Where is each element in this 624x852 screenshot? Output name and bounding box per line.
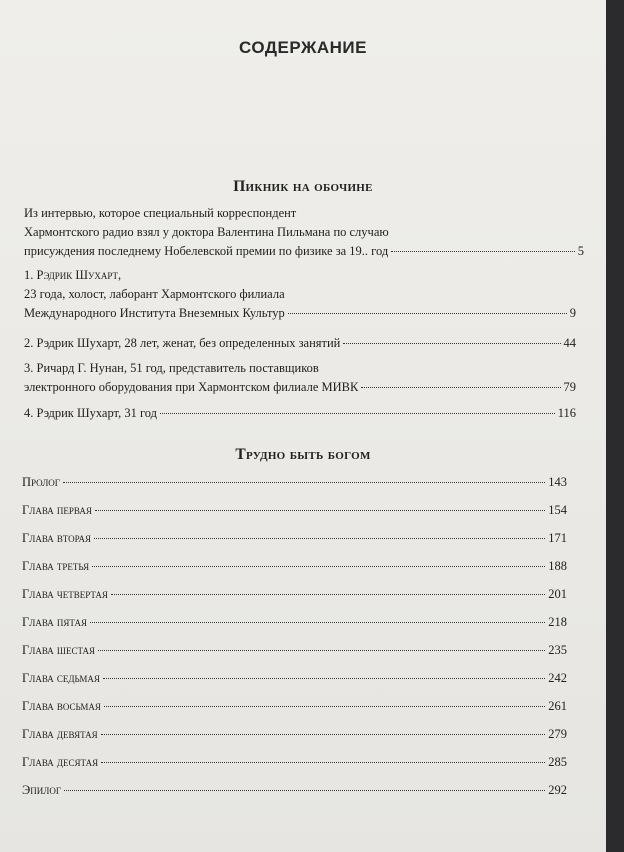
toc-chapter — [22, 615, 567, 630]
dot-leader — [343, 343, 560, 344]
entry-line: Из интервью, которое специальный корреспондент — [24, 206, 297, 220]
chapter-label: Глава десятая — [22, 755, 99, 769]
chapter-label: Глава вторая — [22, 531, 92, 545]
entry-line: электронного оборудования при Хармонтском филиале МИВК — [24, 380, 359, 394]
chapter-label: Глава седьмая — [22, 671, 100, 685]
toc-chapter — [22, 531, 567, 546]
dot-leader — [98, 650, 545, 651]
toc-chapter — [22, 755, 567, 770]
page-title: СОДЕРЖАНИЕ — [239, 38, 367, 57]
dot-leader — [361, 387, 560, 388]
entry-last-row — [24, 304, 576, 323]
chapter-label: Глава девятая — [22, 727, 98, 741]
dot-leader — [90, 622, 545, 623]
entry-line: 2. Рэдрик Шухарт, 28 лет, женат, без определенных занятий — [24, 336, 341, 350]
dot-leader — [94, 538, 545, 539]
page-number: 279 — [548, 727, 567, 741]
toc-entry-3 — [24, 359, 576, 397]
entry-last-row — [24, 334, 576, 353]
page-number: 235 — [548, 643, 567, 657]
chapter-label: Глава пятая — [22, 615, 87, 629]
page-number: 154 — [548, 503, 567, 517]
toc-chapter — [22, 503, 567, 518]
entry-line: 4. Рэдрик Шухарт, 31 год — [24, 406, 158, 420]
page-number: 201 — [548, 587, 567, 601]
page-number: 218 — [548, 615, 567, 629]
entry-line: 1. Рэдрик Шухарт, — [24, 268, 122, 282]
toc-chapter — [22, 783, 567, 798]
chapter-label: Глава четвертая — [22, 587, 108, 601]
dot-leader — [95, 510, 545, 511]
page-number: 242 — [548, 671, 567, 685]
toc-chapter — [22, 671, 567, 686]
dot-leader — [64, 790, 545, 791]
toc-chapter — [22, 727, 567, 742]
dot-leader — [104, 706, 545, 707]
page-number: 44 — [563, 336, 576, 350]
entry-line: 3. Ричард Г. Нунан, 51 год, представитель поставщиков — [24, 361, 319, 375]
toc-chapter — [22, 699, 567, 714]
chapter-label: Глава восьмая — [22, 699, 101, 713]
entry-line: 23 года, холост, лаборант Хармонтского филиала — [24, 287, 285, 301]
dot-leader — [391, 251, 574, 252]
chapter-label: Пролог — [22, 475, 61, 489]
page-number: 79 — [563, 380, 576, 394]
toc-entry-2 — [24, 334, 576, 353]
toc-chapter — [22, 587, 567, 602]
entry-last-row — [24, 378, 576, 397]
page-number: 143 — [548, 475, 567, 489]
dot-leader — [63, 482, 545, 483]
toc-entry-4 — [24, 404, 576, 423]
page-number: 261 — [548, 699, 567, 713]
chapter-label: Глава шестая — [22, 643, 96, 657]
page-number: 188 — [548, 559, 567, 573]
page-number: 9 — [569, 306, 576, 320]
toc-entry-interview — [24, 204, 584, 261]
toc-chapter — [22, 559, 567, 574]
section-title-piknik: Пикник на обочине — [233, 178, 373, 195]
toc-chapter — [22, 643, 567, 658]
section-title-trudno: Трудно быть богом — [235, 446, 371, 463]
page-number: 292 — [548, 783, 567, 797]
toc-chapter — [22, 475, 567, 490]
chapter-label: Глава первая — [22, 503, 92, 517]
dot-leader — [160, 413, 555, 414]
dot-leader — [288, 313, 567, 314]
entry-line: присуждения последнему Нобелевской премии по физике за 19.. год — [24, 244, 389, 258]
entry-last-row — [24, 242, 584, 261]
dot-leader — [101, 762, 545, 763]
page-number: 171 — [548, 531, 567, 545]
page-number: 116 — [557, 406, 576, 420]
dot-leader — [92, 566, 545, 567]
toc-entry-1 — [24, 266, 576, 323]
dot-leader — [101, 734, 546, 735]
page-number: 5 — [577, 244, 584, 258]
page-number: 285 — [548, 755, 567, 769]
chapter-label: Глава третья — [22, 559, 90, 573]
dot-leader — [103, 678, 545, 679]
entry-last-row — [24, 404, 576, 423]
dot-leader — [111, 594, 545, 595]
entry-line: Международного Института Внеземных Культур — [24, 306, 285, 320]
entry-line: Хармонтского радио взял у доктора Валентина Пильмана по случаю — [24, 225, 389, 239]
chapter-label: Эпилог — [22, 783, 62, 797]
